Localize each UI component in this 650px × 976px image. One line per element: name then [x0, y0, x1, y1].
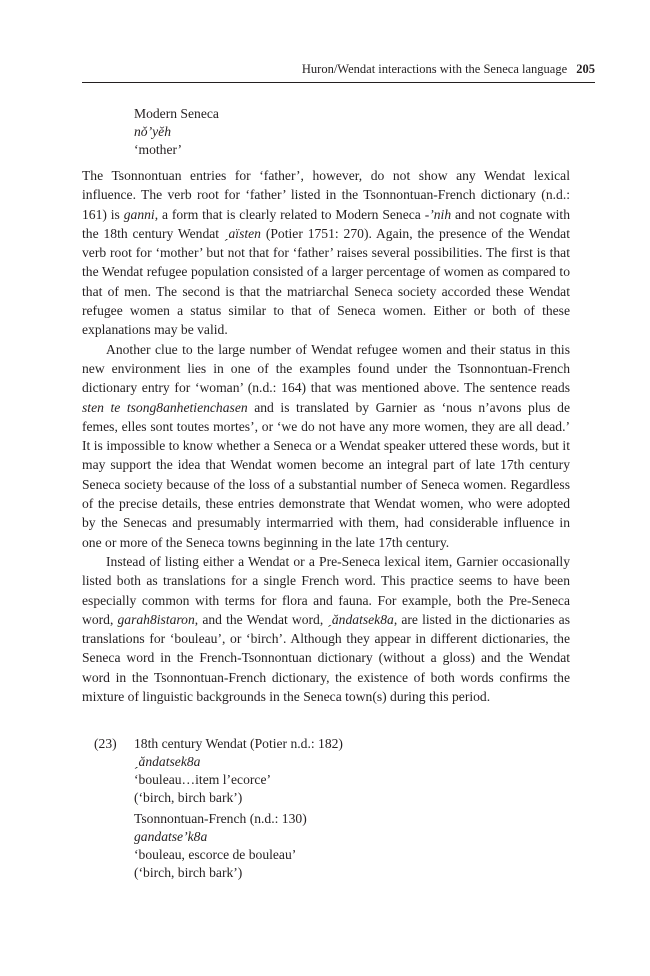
example-modern-seneca [134, 105, 219, 159]
text-run: , and the Wendat word, [194, 611, 328, 627]
text-run: and is translated by Garnier as ‘nous n’avons plus de femes, elles sont toutes mortes’, or ‘we do not have any more women, they are all dead.’ It is impossible to know whether a Seneca or a Wendat speaker uttered these words, but it may support the idea that Wendat women become an integral part of late 17th century Seneca society because of the loss of a substantial number of Seneca women. Regardless of the precise details, these entries demonstrate that Wendat women, who were adopted by the Senecas and presumably intermarried with them, had considerable influence in one or more of the Seneca towns beginning in the late 17th century. [82, 399, 570, 550]
text-run: , a form that is clearly related to Modern Seneca [154, 206, 425, 222]
entry-gloss: ‘bouleau, escorce de bouleau’ [134, 847, 297, 862]
example-entry-tsonnontuan [134, 810, 474, 882]
entry-gloss: ‘bouleau…item l’ecorce’ [134, 772, 271, 787]
paragraph-2 [82, 340, 570, 552]
paragraph-3 [82, 552, 570, 706]
body-text [82, 166, 570, 706]
running-header [82, 62, 595, 83]
example-number: (23) [94, 736, 117, 751]
entry-form: gandatse’k8a [134, 829, 208, 844]
italic-term: ˏăndatsek8a [327, 611, 394, 627]
entry-translation: (‘birch, birch bark’) [134, 865, 243, 880]
text-run: The Tsonnontuan entries for ‘father’, however, do not show any Wendat lexical influence. The verb root for ‘father’ listed in the Tsonnontuan-French dictionary (n.d.: 161) is [82, 168, 570, 222]
text-run: , are listed in the dictionaries as translations for ‘bouleau’, or ‘birch’. Although they appear in different dictionaries, the Seneca word in the French-Tsonnontuan dictionary (without a gloss) and the Wendat word in the Tsonnontuan-French dictionary, the existence of both words confirms the mixture of linguistic backgrounds in the Seneca town(s) during this period. [82, 611, 570, 705]
entry-source: Tsonnontuan-French (n.d.: 130) [134, 811, 307, 826]
italic-term: garah8istaron [117, 611, 195, 627]
entry-translation: (‘birch, birch bark’) [134, 790, 243, 805]
running-title: Huron/Wendat interactions with the Seneca language [301, 62, 568, 76]
paragraph-1 [82, 166, 570, 340]
text-run: and not cognate with the 18th century Wendat [82, 206, 571, 241]
text-run: Another clue to the large number of Wendat refugee women and their status in this new environment lies in one of the examples found under the Tsonnontuan-French dictionary entry for ‘woman’ (n.d.: 164) that was mentioned above. The sentence reads [82, 341, 570, 396]
page-number: 205 [576, 62, 595, 76]
entry-source: 18th century Wendat (Potier n.d.: 182) [134, 736, 343, 751]
example-gloss: ‘mother’ [134, 142, 183, 157]
italic-term: ganni [123, 206, 155, 222]
italic-term: -’nih [424, 206, 452, 222]
italic-term: ˏaïsten [223, 225, 261, 241]
text-run: Instead of listing either a Wendat or a Pre-Seneca lexical item, Garnier occasionally listed both as translations for a single French word. This practice seems to have been especially common with terms for flora and fauna. For example, both the Pre-Seneca word, [82, 553, 570, 627]
italic-term: sten te tsong8anhetienchasen [82, 399, 248, 415]
example-entry-wendat [134, 735, 474, 807]
text-run: (Potier 1751: 270). Again, the presence of the Wendat verb root for ‘mother’ but not that for ‘father’ raises several possibilities. The first is that the Wendat refugee population consisted of a larger percentage of women as compared to that of men. The second is that the matriarchal Seneca society accorded these Wendat refugee women a status similar to that of Seneca women. Either or both of these explanations may be valid. [82, 225, 570, 338]
entry-form: ˏăndatsek8a [134, 754, 201, 769]
example-label: Modern Seneca [134, 106, 219, 121]
example-form: nǒ’yĕh [134, 124, 171, 139]
